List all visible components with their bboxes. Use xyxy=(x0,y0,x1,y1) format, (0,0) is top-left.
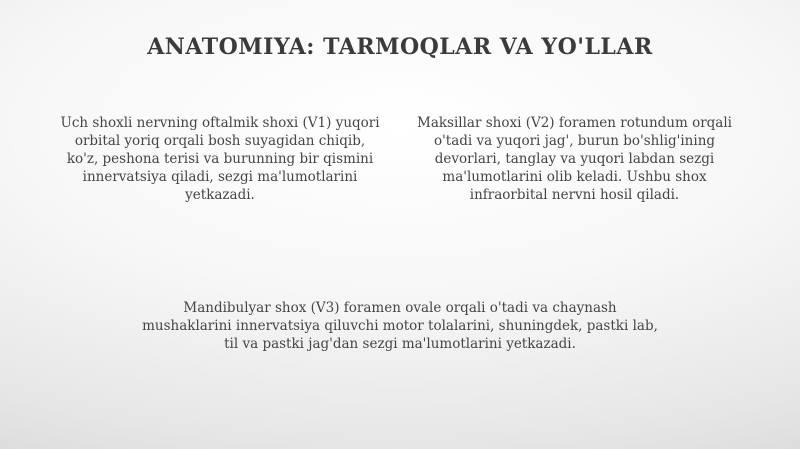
slide-title: ANATOMIYA: TARMOQLAR VA YO'LLAR xyxy=(147,34,653,60)
paragraph-ophthalmic-branch: Uch shoxli nervning oftalmik shoxi (V1) yuqori orbital yoriq orqali bosh suyagidan chiqib, ko'z, peshona terisi va burunning bir qismini innervatsiya qiladi, sezgi ma'lumotlarini yetkazadi. xyxy=(60,115,380,203)
paragraph-maxillary-branch: Maksillar shoxi (V2) foramen rotundum orqali o'tadi va yuqori jag', burun bo'shlig'ining devorlari, tanglay va yuqori labdan sezgi ma'lumotlarini olib keladi. Ushbu shox infraorbital nervni hosil qiladi. xyxy=(417,115,732,203)
paragraph-mandibular-branch: Mandibulyar shox (V3) foramen ovale orqali o'tadi va chaynash mushaklarini innervatsiya qiluvchi motor tolalarini, shuningdek, pastki lab, til va pastki jag'dan sezgi ma'lumotlarini yetkazadi. xyxy=(142,300,658,352)
